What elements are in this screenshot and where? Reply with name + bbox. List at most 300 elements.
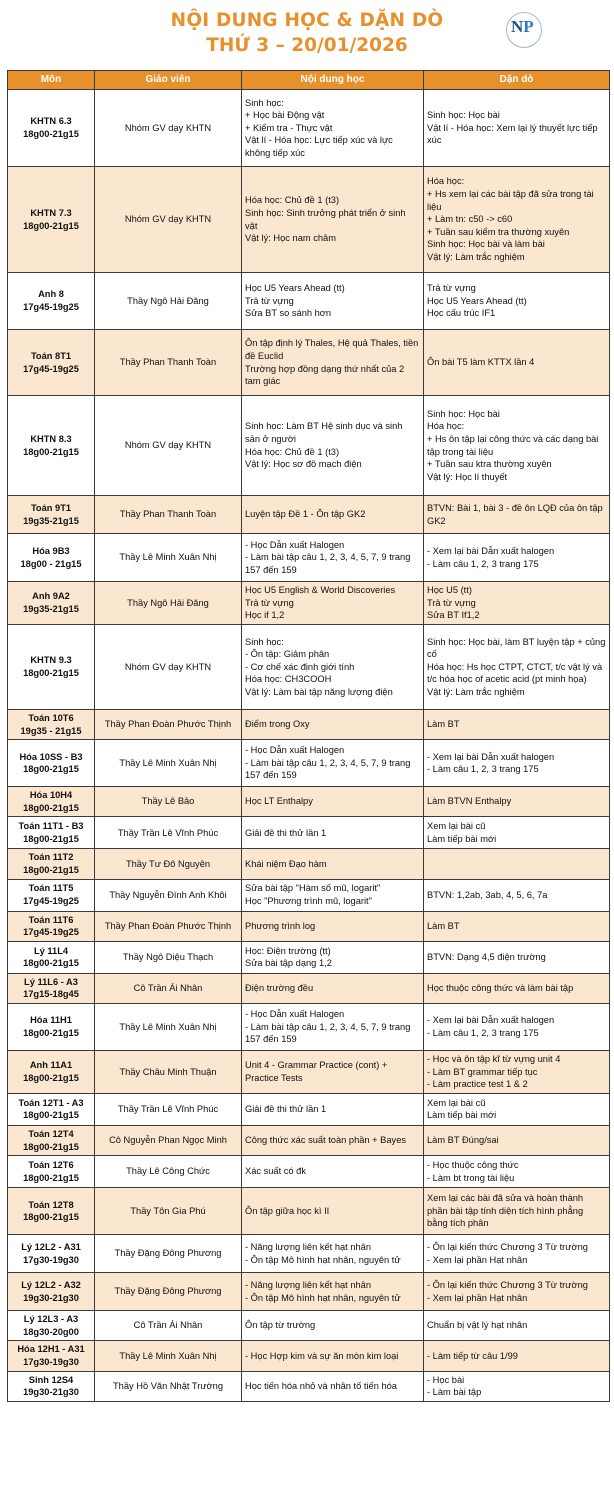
cell-line: Toán 8T1 <box>30 350 72 361</box>
cell-mon <box>8 787 95 817</box>
cell-line: Hóa 10H4 <box>29 790 73 801</box>
cell-giao-vien: Thầy Phan Thanh Toàn <box>95 330 242 396</box>
cell-dan-do <box>424 1235 610 1273</box>
cell-line: Anh 8 <box>38 289 64 300</box>
cell-mon <box>8 90 95 167</box>
cell-line: Sửa BT If1,2 <box>427 610 480 621</box>
cell-line: Unit 4 - Grammar Practice (cont) + Practice Tests <box>245 1060 390 1083</box>
cell-giao-vien: Thầy Đặng Đông Phương <box>95 1273 242 1311</box>
cell-line: Học U5 English & World Discoveries <box>245 585 396 596</box>
table-row <box>8 941 610 973</box>
cell-line: - Làm practice test 1 & 2 <box>427 1079 528 1090</box>
cell-line: 18g30-20g00 <box>23 1326 79 1337</box>
cell-giao-vien: Cô Nguyễn Phan Ngọc Minh <box>95 1125 242 1155</box>
cell-line: Sửa BT so sánh hơn <box>245 308 332 319</box>
table-row <box>8 710 610 740</box>
cell-line: 17g30-19g30 <box>23 1356 79 1367</box>
cell-giao-vien: Thầy Phan Đoàn Phước Thịnh <box>95 710 242 740</box>
column-header-giao-vien: Giáo viên <box>95 71 242 90</box>
cell-dan-do <box>424 625 610 710</box>
cell-line: Lý 12L3 - A3 <box>23 1314 79 1325</box>
cell-line: Toán 11T6 <box>28 914 74 925</box>
cell-line: Toán 12T8 <box>28 1199 74 1210</box>
cell-giao-vien: Thầy Phan Đoàn Phước Thịnh <box>95 911 242 941</box>
logo-letter: P <box>523 17 534 36</box>
cell-line: KHTN 9.3 <box>30 655 72 666</box>
table-row <box>8 817 610 849</box>
cell-line: - Làm bài tập câu 1, 2, 3, 4, 5, 7, 9 trang 157 đến 159 <box>245 757 413 781</box>
cell-line: 18g00-21g15 <box>23 1212 79 1223</box>
cell-noi-dung <box>242 973 424 1003</box>
cell-line: - Ôn lại kiến thức Chương 3 Từ trường <box>427 1280 588 1291</box>
cell-line: 18g00 - 21g15 <box>20 558 82 569</box>
cell-line: Ôn tập định lý Thales, Hệ quả Thales, tiền đề Euclid <box>245 338 421 361</box>
cell-line: Toán 11T2 <box>28 852 74 863</box>
column-header-dan-do: Dặn dò <box>424 71 610 90</box>
cell-mon <box>8 582 95 625</box>
cell-mon <box>8 1371 95 1401</box>
cell-mon <box>8 534 95 582</box>
table-row <box>8 534 610 582</box>
cell-line: Học "Phương trình mũ, logarit" <box>245 896 372 907</box>
cell-noi-dung <box>242 740 424 787</box>
cell-dan-do <box>424 396 610 496</box>
cell-giao-vien: Nhóm GV dạy KHTN <box>95 396 242 496</box>
cell-line: Hóa học: Hs học CTPT, CTCT, t/c vật lý và t/c hóa học of acetic acid (pt minh họa) <box>427 661 605 685</box>
cell-noi-dung <box>242 534 424 582</box>
cell-giao-vien: Cô Trần Ái Nhân <box>95 973 242 1003</box>
cell-line: Sinh 12S4 <box>28 1374 74 1385</box>
cell-line: BTVN: Bài 1, bài 3 - đề ôn LQĐ của ôn tập GK2 <box>427 502 606 526</box>
cell-line: Vật lí - Hóa học: Lực tiếp xúc và lực không tiếp xúc <box>245 135 396 158</box>
cell-line: Làm tiếp bài mới <box>427 1110 497 1121</box>
cell-line: Học U5 Years Ahead (tt) <box>427 295 527 306</box>
cell-line: Làm BT Đúng/sai <box>427 1135 499 1146</box>
cell-line: Lý 11L6 - A3 <box>24 976 78 987</box>
cell-line: + Hs ôn tập lại công thức và các dạng bài tập trong tài liệu <box>427 433 601 457</box>
cell-dan-do <box>424 582 610 625</box>
cell-line: Toán 10T6 <box>28 713 74 723</box>
column-header-noi-dung: Nội dung học <box>242 71 424 90</box>
cell-giao-vien: Thầy Ngô Hải Đăng <box>95 273 242 330</box>
cell-line: Sinh học: Học bài và làm bài <box>427 239 545 250</box>
cell-line: Ôn tập giữa học kì II <box>245 1205 330 1216</box>
table-row <box>8 1371 610 1401</box>
cell-noi-dung <box>242 396 424 496</box>
cell-mon <box>8 911 95 941</box>
cell-line: Sinh học: Sinh trưởng phát triển ở sinh vật <box>245 207 409 231</box>
cell-line: Trả từ vựng <box>427 283 476 294</box>
cell-giao-vien: Nhóm GV dạy KHTN <box>95 625 242 710</box>
cell-mon <box>8 1235 95 1273</box>
cell-line: Công thức xác suất toàn phần + Bayes <box>245 1135 407 1146</box>
cell-dan-do <box>424 817 610 849</box>
cell-line: 18g00-21g15 <box>23 802 79 813</box>
cell-line: - Học Dẫn xuất Halogen <box>245 539 345 550</box>
cell-line: Sửa bài tập dạng 1,2 <box>245 958 332 969</box>
cell-line: - Học thuộc công thức <box>427 1160 519 1171</box>
logo-letter: N <box>511 17 524 36</box>
cell-noi-dung <box>242 1050 424 1093</box>
cell-line: 18g00-21g15 <box>23 864 79 875</box>
cell-line: 17g30-19g30 <box>23 1254 79 1265</box>
cell-line: Hóa học: <box>427 176 465 187</box>
cell-line: Toán 12T6 <box>28 1160 74 1171</box>
cell-mon <box>8 849 95 879</box>
cell-mon <box>8 273 95 330</box>
cell-mon <box>8 496 95 534</box>
cell-line: KHTN 6.3 <box>30 116 72 127</box>
cell-dan-do <box>424 534 610 582</box>
cell-noi-dung <box>242 1156 424 1188</box>
cell-giao-vien: Thầy Tư Đô Nguyên <box>95 849 242 879</box>
cell-mon <box>8 330 95 396</box>
cell-line: Luyện tập Đề 1 - Ôn tập GK2 <box>245 509 366 520</box>
cell-line: Hóa 9B3 <box>32 545 70 556</box>
cell-line: Học U5 Years Ahead (tt) <box>245 283 345 294</box>
cell-mon <box>8 1311 95 1341</box>
cell-dan-do <box>424 1311 610 1341</box>
cell-line: - Học bài <box>427 1374 465 1385</box>
cell-noi-dung <box>242 330 424 396</box>
cell-line: Toán 12T4 <box>28 1128 74 1139</box>
cell-mon <box>8 1050 95 1093</box>
cell-line: 18g00-21g15 <box>23 668 79 678</box>
cell-giao-vien: Thầy Lê Minh Xuân Nhị <box>95 1341 242 1371</box>
cell-line: - Xem lại phần Hạt nhân <box>427 1292 528 1303</box>
cell-line: 17g45-19g25 <box>23 927 79 938</box>
cell-noi-dung <box>242 787 424 817</box>
cell-line: Khái niệm Đạo hàm <box>245 858 327 869</box>
table-row <box>8 911 610 941</box>
cell-mon <box>8 710 95 740</box>
cell-dan-do <box>424 167 610 273</box>
cell-giao-vien: Thầy Trần Lê Vĩnh Phúc <box>95 817 242 849</box>
table-row <box>8 1125 610 1155</box>
cell-dan-do <box>424 941 610 973</box>
cell-noi-dung <box>242 167 424 273</box>
cell-giao-vien: Thầy Lê Bảo <box>95 787 242 817</box>
cell-line: Điện trường đều <box>245 983 314 994</box>
table-row <box>8 330 610 396</box>
cell-mon <box>8 879 95 911</box>
table-row <box>8 496 610 534</box>
cell-mon <box>8 740 95 787</box>
cell-line: Sinh học: Học bài <box>427 110 500 121</box>
cell-line: 17g45-19g25 <box>23 896 79 907</box>
cell-line: Vật lý: Làm trắc nghiệm <box>427 686 525 697</box>
cell-noi-dung <box>242 625 424 710</box>
cell-line: Sinh học: <box>245 636 284 647</box>
cell-line: Xác suất có đk <box>245 1166 306 1177</box>
cell-line: Vật lý: Làm trắc nghiệm <box>427 251 525 262</box>
cell-line: Chuẩn bị vật lý hạt nhân <box>427 1320 528 1331</box>
table-row <box>8 1093 610 1125</box>
table-row <box>8 1003 610 1050</box>
cell-line: Trường hợp đồng dạng thứ nhất của 2 tam giác <box>245 363 407 387</box>
cell-line: - Ôn tập Mô hình hạt nhân, nguyên tử <box>245 1254 401 1265</box>
table-row <box>8 396 610 496</box>
cell-line: KHTN 7.3 <box>30 207 72 218</box>
cell-line: Làm BTVN Enthalpy <box>427 796 512 807</box>
cell-giao-vien: Thầy Châu Minh Thuận <box>95 1050 242 1093</box>
cell-line: Vật lý: Học nam châm <box>245 233 336 244</box>
cell-mon <box>8 167 95 273</box>
cell-line: Xem lại bài cũ <box>427 1097 486 1108</box>
cell-dan-do <box>424 1371 610 1401</box>
cell-line: - Làm câu 1, 2, 3 trang 175 <box>427 558 539 569</box>
cell-giao-vien: Thầy Lê Minh Xuân Nhị <box>95 1003 242 1050</box>
cell-mon <box>8 1156 95 1188</box>
cell-line: 18g00-21g15 <box>23 1027 79 1038</box>
cell-line: Học thuộc công thức và làm bài tập <box>427 983 574 994</box>
cell-line: Lý 12L2 - A32 <box>21 1280 81 1291</box>
cell-noi-dung <box>242 1003 424 1050</box>
cell-line: Hóa học: <box>427 421 465 432</box>
cell-dan-do <box>424 1050 610 1093</box>
cell-line: Toán 12T1 - A3 <box>18 1097 84 1108</box>
table-row <box>8 582 610 625</box>
cell-mon <box>8 396 95 496</box>
cell-line: Học tiến hóa nhỏ và nhân tố tiến hóa <box>245 1380 397 1391</box>
cell-line: - Năng lượng liên kết hạt nhân <box>245 1280 372 1291</box>
cell-line: - Làm câu 1, 2, 3 trang 175 <box>427 764 539 775</box>
cell-line: 17g45-19g25 <box>23 302 79 312</box>
cell-line: Làm BT <box>427 719 460 730</box>
page-date: THỨ 3 – 20/01/2026 <box>206 35 408 56</box>
cell-line: Học: Điện trường (tt) <box>245 945 331 956</box>
table-body <box>8 90 610 1402</box>
cell-line: Trả từ vựng <box>245 295 294 306</box>
cell-line: Toán 11T1 - B3 <box>18 821 84 832</box>
table-row <box>8 167 610 273</box>
cell-line: - Làm câu 1, 2, 3 trang 175 <box>427 1027 539 1038</box>
cell-line: 18g00-21g15 <box>23 833 79 844</box>
cell-dan-do <box>424 973 610 1003</box>
cell-dan-do <box>424 496 610 534</box>
cell-dan-do <box>424 911 610 941</box>
cell-giao-vien: Thầy Phan Thanh Toàn <box>95 496 242 534</box>
cell-giao-vien: Thầy Lê Công Chức <box>95 1156 242 1188</box>
cell-line: + Kiểm tra - Thực vật <box>245 122 333 133</box>
cell-mon <box>8 1093 95 1125</box>
table-row <box>8 1156 610 1188</box>
cell-dan-do <box>424 273 610 330</box>
page-header <box>0 0 614 70</box>
cell-line: Học LT Enthalpy <box>245 796 313 807</box>
cell-line: 18g00-21g15 <box>23 446 79 457</box>
cell-dan-do <box>424 879 610 911</box>
cell-giao-vien: Thầy Hồ Văn Nhật Trường <box>95 1371 242 1401</box>
cell-line: + Hs xem lại các bài tập đã sửa trong tài liệu <box>427 189 597 212</box>
table-row <box>8 1050 610 1093</box>
cell-dan-do <box>424 1003 610 1050</box>
cell-line: Hóa học: Chủ đề 1 (t3) <box>245 446 340 457</box>
cell-mon <box>8 973 95 1003</box>
cell-noi-dung <box>242 1371 424 1401</box>
cell-line: Lý 11L4 <box>33 945 69 956</box>
cell-line: BTVN: 1,2ab, 3ab, 4, 5, 6, 7a <box>427 889 548 900</box>
cell-noi-dung <box>242 710 424 740</box>
cell-noi-dung <box>242 1125 424 1155</box>
cell-noi-dung <box>242 496 424 534</box>
cell-line: - Xem lại bài Dẫn xuất halogen <box>427 545 555 556</box>
cell-line: - Làm bài tập câu 1, 2, 3, 4, 5, 7, 9 trang 157 đến 159 <box>245 1021 413 1045</box>
table-row <box>8 90 610 167</box>
table-row <box>8 740 610 787</box>
cell-dan-do <box>424 330 610 396</box>
cell-line: Phương trình log <box>245 920 316 931</box>
cell-noi-dung <box>242 817 424 849</box>
cell-line: Toán 11T5 <box>28 883 74 894</box>
cell-line: - Làm BT grammar tiếp tục <box>427 1066 538 1077</box>
cell-line: 19g35-21g15 <box>23 515 79 526</box>
brand-logo-icon <box>506 12 542 48</box>
cell-noi-dung <box>242 582 424 625</box>
cell-mon <box>8 1003 95 1050</box>
table-header-row <box>8 71 610 90</box>
cell-line: - Làm bài tập <box>427 1387 482 1398</box>
cell-mon <box>8 1273 95 1311</box>
cell-line: - Ôn tập: Giảm phân <box>245 649 330 660</box>
cell-line: Làm tiếp bài mới <box>427 833 497 844</box>
cell-giao-vien: Thầy Ngô Diệu Thạch <box>95 941 242 973</box>
cell-line: Xem lại bài cũ <box>427 821 486 832</box>
cell-noi-dung <box>242 911 424 941</box>
cell-line: + Làm tn: c50 -> c60 <box>427 214 513 225</box>
cell-giao-vien: Thầy Trần Lê Vĩnh Phúc <box>95 1093 242 1125</box>
cell-line: Hóa 11H1 <box>30 1015 72 1026</box>
cell-line: 18g00-21g15 <box>23 1172 79 1183</box>
cell-mon <box>8 625 95 710</box>
cell-noi-dung <box>242 1311 424 1341</box>
cell-line: Ôn tập từ trường <box>245 1320 316 1331</box>
cell-noi-dung <box>242 1235 424 1273</box>
cell-line: Hóa học: CH3COOH <box>245 674 332 685</box>
cell-line: - Học Dẫn xuất Halogen <box>245 745 345 756</box>
cell-line: Học if 1,2 <box>245 610 285 621</box>
cell-line: Sinh học: <box>245 97 284 108</box>
cell-noi-dung <box>242 273 424 330</box>
cell-mon <box>8 1188 95 1235</box>
table-row <box>8 1341 610 1371</box>
cell-line: Ôn bài T5 làm KTTX lần 4 <box>427 357 535 368</box>
cell-dan-do <box>424 1156 610 1188</box>
cell-line: - Học Dẫn xuất Halogen <box>245 1009 345 1020</box>
cell-giao-vien: Thầy Tôn Gia Phú <box>95 1188 242 1235</box>
cell-noi-dung <box>242 879 424 911</box>
cell-dan-do <box>424 1125 610 1155</box>
cell-line: 18g00-21g15 <box>23 1072 79 1083</box>
table-row <box>8 1188 610 1235</box>
cell-line: - Học và ôn tập kĩ từ vựng unit 4 <box>427 1054 561 1065</box>
cell-line: Lý 12L2 - A31 <box>21 1242 81 1253</box>
table-row <box>8 1273 610 1311</box>
cell-line: Giải đề thi thử lần 1 <box>245 827 327 838</box>
cell-line: + Tuần sau ktra thường xuyên <box>427 459 552 470</box>
cell-noi-dung <box>242 849 424 879</box>
cell-giao-vien: Thầy Lê Minh Xuân Nhị <box>95 740 242 787</box>
cell-line: 18g00-21g15 <box>23 220 79 231</box>
cell-line: Giải đề thi thử lần 1 <box>245 1104 327 1115</box>
cell-noi-dung <box>242 90 424 167</box>
cell-line: 19g35 - 21g15 <box>20 725 82 736</box>
cell-line: - Năng lượng liên kết hạt nhân <box>245 1242 372 1253</box>
column-header-mon: Môn <box>8 71 95 90</box>
table-row <box>8 787 610 817</box>
cell-line: + Học bài Động vật <box>245 110 325 121</box>
cell-dan-do <box>424 1341 610 1371</box>
cell-giao-vien: Cô Trần Ái Nhân <box>95 1311 242 1341</box>
cell-line: + Tuần sau kiểm tra thường xuyên <box>427 226 570 237</box>
cell-line: Vật lí - Hóa học: Xem lại lý thuyết lực tiếp xúc <box>427 122 601 146</box>
cell-line: KHTN 8.3 <box>30 433 72 444</box>
cell-line: Vật lý: Làm bài tập năng lượng điện <box>245 686 393 697</box>
cell-line: - Ôn tập Mô hình hạt nhân, nguyên tử <box>245 1292 401 1303</box>
cell-line: Sinh học: Học bài, làm BT luyện tập + củng cố <box>427 636 608 660</box>
cell-line: 18g00-21g15 <box>23 1141 79 1152</box>
cell-line: - Làm tiếp từ câu 1/99 <box>427 1350 518 1361</box>
cell-line: Sinh học: Làm BT Hệ sinh dục và sinh sản ở người <box>245 421 406 444</box>
cell-mon <box>8 817 95 849</box>
table-row <box>8 1311 610 1341</box>
cell-line: 18g00-21g15 <box>23 958 79 969</box>
cell-line: Anh 11A1 <box>29 1060 73 1071</box>
cell-giao-vien: Thầy Ngô Hải Đăng <box>95 582 242 625</box>
schedule-table <box>7 70 610 1402</box>
cell-line: Anh 9A2 <box>32 591 70 602</box>
cell-line: 18g00-21g15 <box>23 129 79 139</box>
cell-line: 19g30-21g30 <box>23 1292 79 1303</box>
cell-line: - Ôn lại kiến thức Chương 3 Từ trường <box>427 1242 588 1253</box>
cell-giao-vien: Thầy Nguyễn Đình Anh Khôi <box>95 879 242 911</box>
cell-noi-dung <box>242 941 424 973</box>
cell-line: Học cấu trúc IF1 <box>427 308 496 319</box>
table-row <box>8 625 610 710</box>
cell-line: - Xem lại bài Dẫn xuất halogen <box>427 751 555 762</box>
cell-line: 18g00-21g15 <box>23 764 79 775</box>
cell-line: - Làm bt trong tài liệu <box>427 1172 515 1183</box>
cell-line: Vật lý: Học sơ đồ mạch điện <box>245 459 362 470</box>
cell-dan-do <box>424 1273 610 1311</box>
table-row <box>8 273 610 330</box>
cell-dan-do <box>424 1188 610 1235</box>
cell-dan-do <box>424 710 610 740</box>
cell-mon <box>8 1341 95 1371</box>
cell-mon <box>8 1125 95 1155</box>
cell-mon <box>8 941 95 973</box>
cell-noi-dung <box>242 1273 424 1311</box>
cell-line: Sửa bài tập "Hàm số mũ, logarit" <box>245 883 381 894</box>
cell-dan-do <box>424 849 610 879</box>
table-row <box>8 879 610 911</box>
cell-line: 19g30-21g30 <box>23 1387 79 1398</box>
cell-giao-vien: Nhóm GV dạy KHTN <box>95 167 242 273</box>
cell-line: Hóa học: Chủ đề 1 (t3) <box>245 195 340 206</box>
cell-line: Hóa 12H1 - A31 <box>17 1344 85 1355</box>
cell-line: 17g15-18g45 <box>23 989 79 1000</box>
cell-line: - Xem lại phần Hạt nhân <box>427 1254 528 1265</box>
cell-dan-do <box>424 90 610 167</box>
cell-line: 17g45-19g25 <box>23 363 79 374</box>
cell-line: Trả từ vựng <box>245 597 294 608</box>
cell-noi-dung <box>242 1188 424 1235</box>
cell-line: Xem lại các bài đã sửa và hoàn thành phần bài tập tính diện tích hình phẳng bằng tích phân <box>427 1193 586 1229</box>
logo-text <box>511 17 534 37</box>
cell-line: 19g35-21g15 <box>23 604 79 614</box>
cell-giao-vien: Thầy Đặng Đông Phương <box>95 1235 242 1273</box>
cell-noi-dung <box>242 1341 424 1371</box>
